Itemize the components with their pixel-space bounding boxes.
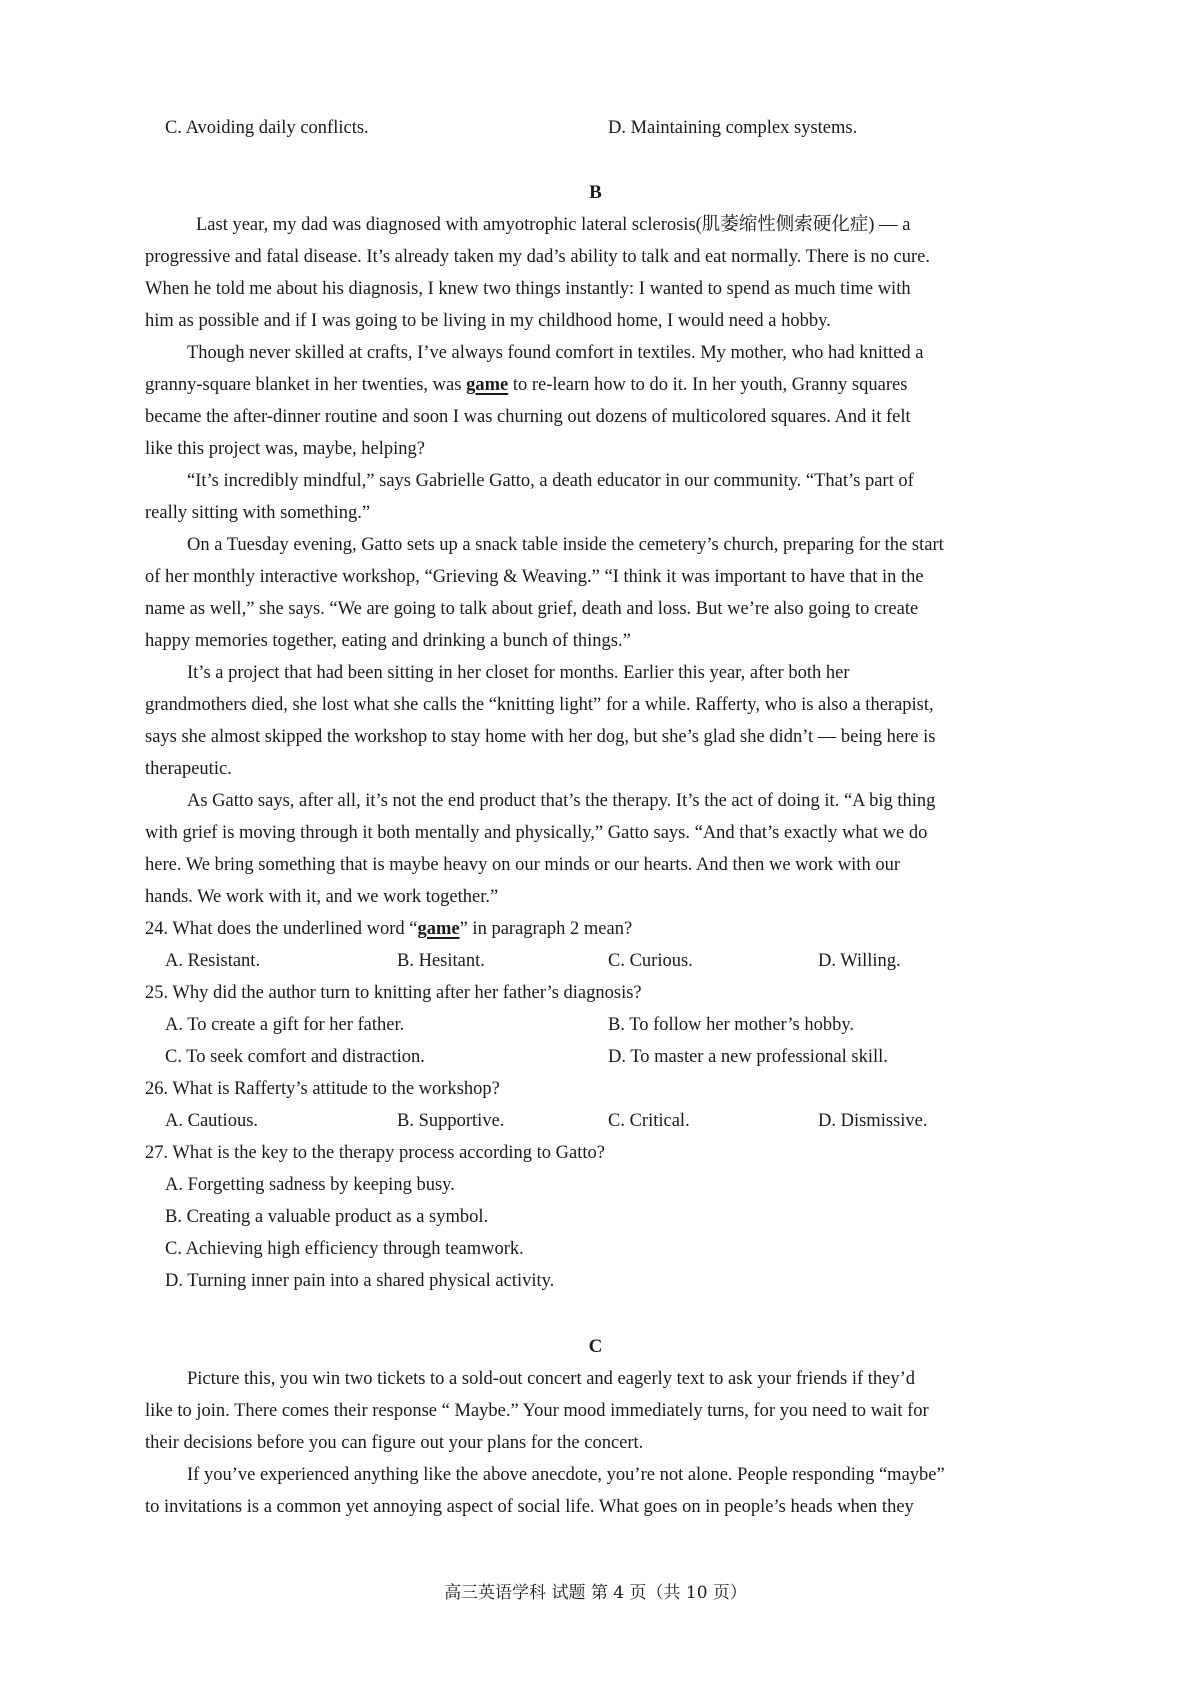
section-c-heading: C	[588, 1336, 603, 1357]
text-segment: 24. What does the underlined word “	[145, 919, 418, 939]
option-a: A. Resistant.	[165, 951, 261, 971]
passage-line: became the after-dinner routine and soon I was churning out dozens of multicolored squares. And it felt	[145, 407, 911, 427]
option-c: C. Achieving high efficiency through teamwork.	[165, 1239, 524, 1259]
option-c: C. To seek comfort and distraction.	[165, 1047, 425, 1067]
passage-line: to invitations is a common yet annoying aspect of social life. What goes on in people’s heads when they	[145, 1497, 914, 1517]
option-d: D. Willing.	[818, 951, 901, 971]
question-stem: 25. Why did the author turn to knitting after her father’s diagnosis?	[145, 983, 642, 1003]
option-a: A. To create a gift for her father.	[165, 1015, 405, 1035]
passage-line	[145, 374, 1051, 396]
text-segment: to re-learn how to do it. In her youth, Granny squares	[508, 375, 908, 395]
passage-line: here. We bring something that is maybe heavy on our minds or our hearts. And then we work with our	[145, 855, 900, 875]
passage-line: progressive and fatal disease. It’s already taken my dad’s ability to talk and eat normally. There is no cure.	[145, 247, 930, 267]
passage-line: If you’ve experienced anything like the above anecdote, you’re not alone. People responding “maybe”	[187, 1465, 945, 1485]
passage-line: says she almost skipped the workshop to stay home with her dog, but she’s glad she didn’t — being here is	[145, 727, 936, 747]
underlined-word: game	[417, 919, 460, 939]
text-segment: ” in paragraph 2 mean?	[459, 919, 633, 939]
option-c: C. Critical.	[608, 1111, 690, 1131]
option-a: A. Forgetting sadness by keeping busy.	[165, 1175, 455, 1195]
option-b: B. Hesitant.	[397, 951, 485, 971]
passage-line: happy memories together, eating and drinking a bunch of things.”	[145, 631, 631, 651]
passage-line: As Gatto says, after all, it’s not the end product that’s the therapy. It’s the act of doing it. “A big thing	[187, 791, 936, 811]
section-b-heading: B	[589, 182, 602, 203]
option-d: D. Maintaining complex systems.	[608, 118, 858, 138]
passage-line: When he told me about his diagnosis, I knew two things instantly: I wanted to spend as much time with	[145, 279, 911, 299]
passage-line: Last year, my dad was diagnosed with amyotrophic lateral sclerosis(肌萎缩性侧索硬化症) — a	[196, 215, 911, 235]
option-d: D. To master a new professional skill.	[608, 1047, 888, 1067]
option-b: B. Supportive.	[397, 1111, 505, 1131]
passage-line: “It’s incredibly mindful,” says Gabrielle Gatto, a death educator in our community. “That’s part of	[187, 471, 914, 491]
passage-line: like to join. There comes their response “ Maybe.” Your mood immediately turns, for you need to wait for	[145, 1401, 929, 1421]
passage-line: with grief is moving through it both mentally and physically,” Gatto says. “And that’s exactly what we do	[145, 823, 928, 843]
passage-line: name as well,” she says. “We are going to talk about grief, death and loss. But we’re also going to create	[145, 599, 919, 619]
passage-line: their decisions before you can figure out your plans for the concert.	[145, 1433, 644, 1453]
text-segment: granny-square blanket in her twenties, was	[145, 375, 467, 395]
passage-line: of her monthly interactive workshop, “Grieving & Weaving.” “I think it was important to have that in the	[145, 567, 924, 587]
option-c: C. Curious.	[608, 951, 693, 971]
page-footer: 高三英语学科 试题 第 4 页（共 10 页）	[444, 1583, 747, 1603]
passage-line: therapeutic.	[145, 759, 232, 779]
option-c: C. Avoiding daily conflicts.	[165, 118, 369, 138]
passage-line: It’s a project that had been sitting in her closet for months. Earlier this year, after both her	[187, 663, 850, 683]
option-b: B. Creating a valuable product as a symbol.	[165, 1207, 489, 1227]
passage-line: Though never skilled at crafts, I’ve always found comfort in textiles. My mother, who had knitted a	[187, 343, 924, 363]
option-a: A. Cautious.	[165, 1111, 259, 1131]
question-stem: 26. What is Rafferty’s attitude to the workshop?	[145, 1079, 500, 1099]
option-d: D. Dismissive.	[818, 1111, 928, 1131]
passage-line: Picture this, you win two tickets to a sold-out concert and eagerly text to ask your friends if they’d	[187, 1369, 916, 1389]
passage-line: like this project was, maybe, helping?	[145, 439, 425, 459]
underlined-word: game	[466, 375, 509, 395]
question-stem	[145, 918, 632, 940]
passage-line: him as possible and if I was going to be living in my childhood home, I would need a hobby.	[145, 311, 831, 331]
passage-line: hands. We work with it, and we work together.”	[145, 887, 499, 907]
option-b: B. To follow her mother’s hobby.	[608, 1015, 855, 1035]
passage-line: grandmothers died, she lost what she calls the “knitting light” for a while. Rafferty, who is also a therapist,	[145, 695, 934, 715]
option-d: D. Turning inner pain into a shared physical activity.	[165, 1271, 555, 1291]
passage-line: On a Tuesday evening, Gatto sets up a snack table inside the cemetery’s church, preparing for the start	[187, 535, 944, 555]
question-stem: 27. What is the key to the therapy process according to Gatto?	[145, 1143, 605, 1163]
passage-line: really sitting with something.”	[145, 503, 371, 523]
